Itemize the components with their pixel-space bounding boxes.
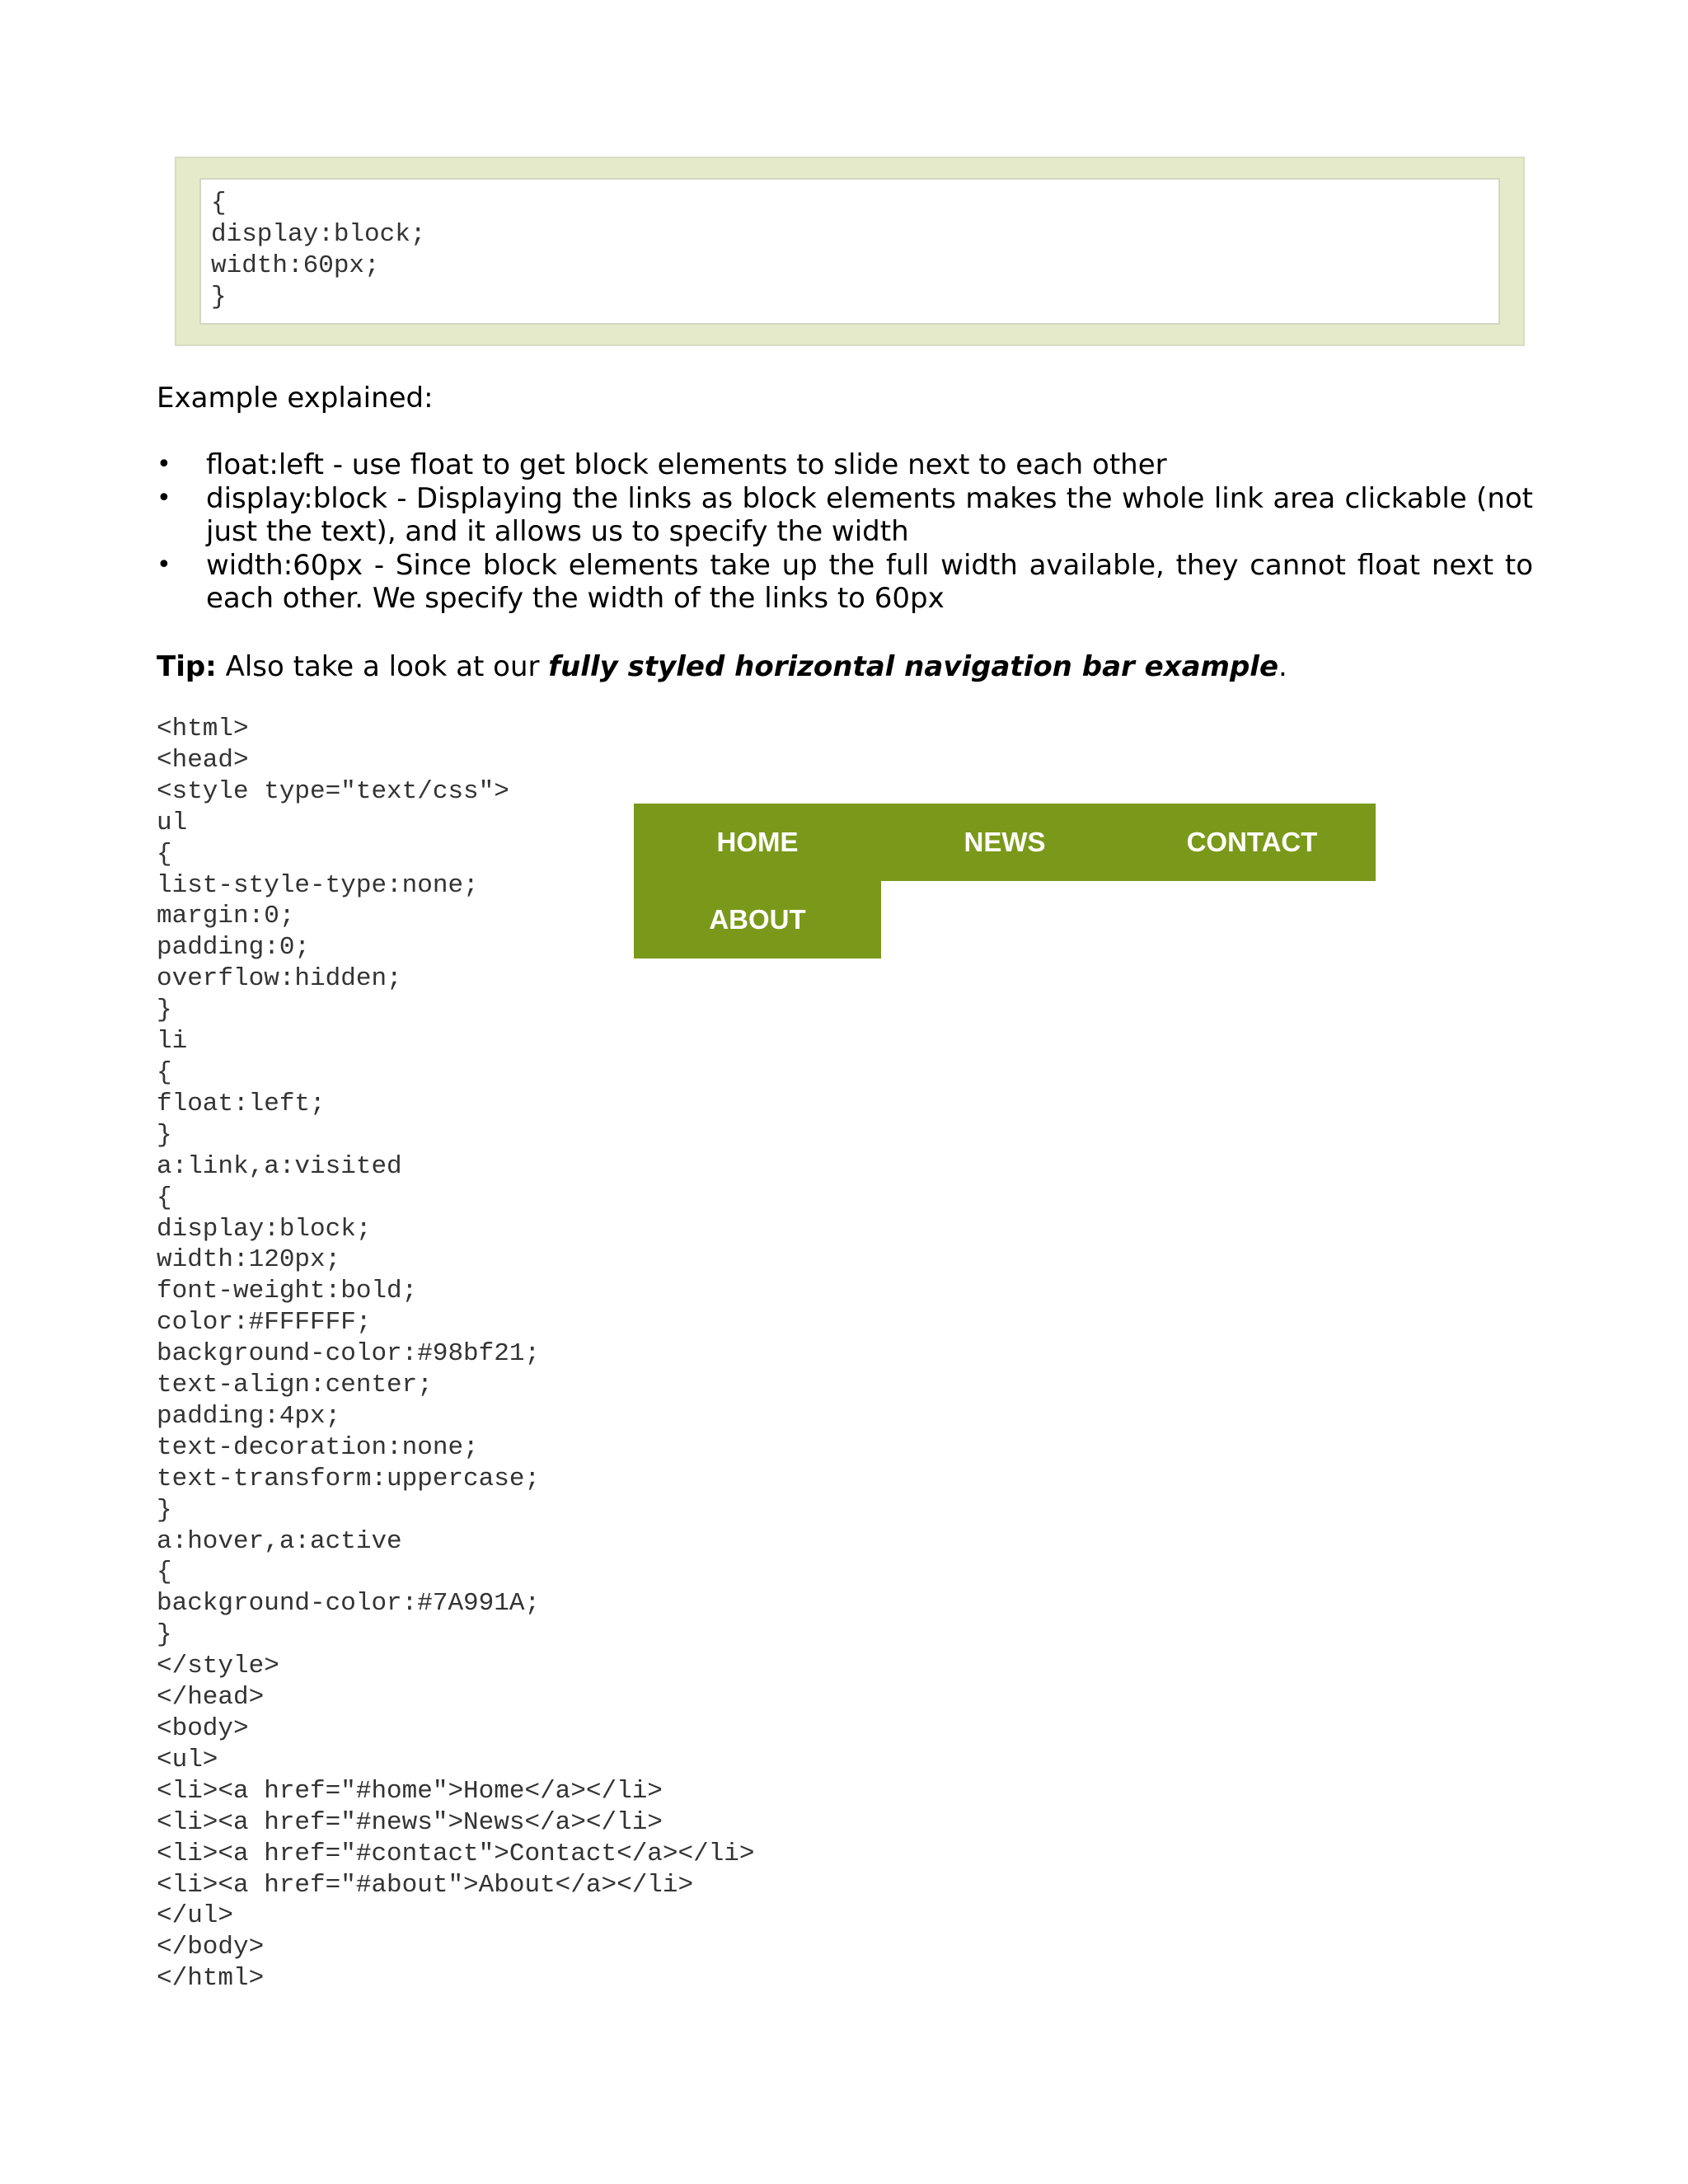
nav-link-news[interactable]: NEWS xyxy=(881,804,1128,881)
explanation-list xyxy=(157,448,1533,616)
tip-end: . xyxy=(1278,650,1287,683)
list-item xyxy=(157,448,1533,482)
nav-link-about[interactable]: ABOUT xyxy=(634,881,881,958)
list-item xyxy=(157,482,1533,549)
list-item-text: width:60px - Since block elements take up the full width available, they cannot float next to each other. We specify the width of the links to 60px xyxy=(206,548,1533,615)
code-listing-text: <html> <head> <style type="text/css"> ul { list-style-type:none; margin:0; padding:0; overflow:hidden; } li { float:left; } a:link,a:visited { display:block; width:120px; font-weight:bold; color:#FFFFFF; background-color:#98bf21; text-align:center; padding:4px; text-decoration:none; text-transform:uppercase; } a:hover,a:active { background-color:#7A991A; } </style> </head> <body> <ul> <li><a href="#home">Home</a></li> <li><a href="#news">News</a></li> <li><a href="#contact">Contact</a></li> <li><a href="#about">About</a></li> </ul> </body> </html> xyxy=(157,715,755,1994)
bullet-icon: • xyxy=(157,450,171,479)
tip-link[interactable]: fully styled horizontal navigation bar example xyxy=(548,650,1279,683)
bullet-icon: • xyxy=(157,550,171,579)
list-item-text: float:left - use float to get block elements to slide next to each other xyxy=(206,448,1167,481)
tip-label: Tip: xyxy=(157,650,217,683)
nav-link-home[interactable]: HOME xyxy=(634,804,881,881)
nav-link-contact[interactable]: CONTACT xyxy=(1128,804,1376,881)
example-explained-heading: Example explained: xyxy=(157,382,434,415)
navigation-bar-demo xyxy=(634,804,1376,960)
code-example-text: { display:block; width:60px; } xyxy=(211,189,426,312)
list-item xyxy=(157,549,1533,616)
tip-text: Also take a look at our xyxy=(216,650,549,683)
tip-paragraph xyxy=(157,649,1287,684)
list-item-text: display:block - Displaying the links as block elements makes the whole link area clickable (not just the text), and it allows us to specify the width xyxy=(206,481,1533,548)
code-example-box xyxy=(175,157,1525,346)
code-example-inner xyxy=(199,178,1500,325)
bullet-icon: • xyxy=(157,483,171,513)
